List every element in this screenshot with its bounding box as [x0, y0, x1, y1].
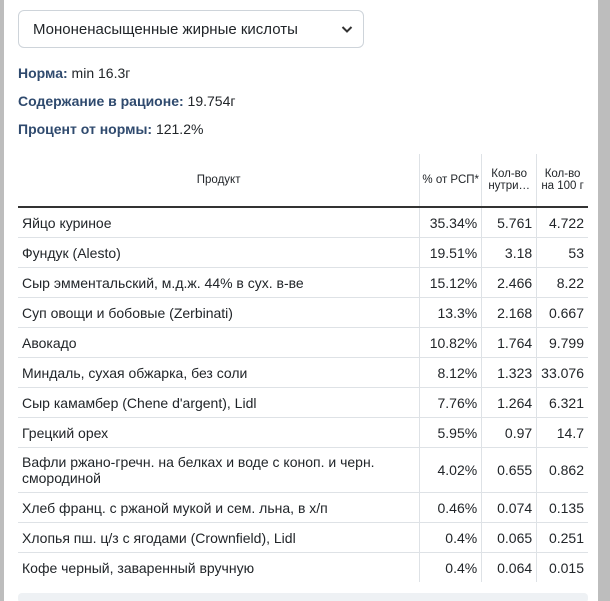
cell-per100: 0.667 [537, 298, 588, 328]
cell-product: Хлеб франц. с ржаной мукой и сем. льна, в х/п [18, 493, 420, 523]
nutrient-select[interactable] [18, 10, 364, 48]
table-row [18, 523, 588, 553]
content-line [18, 93, 235, 109]
cell-amount: 3.18 [482, 238, 537, 268]
percent-line [18, 121, 203, 137]
cell-percent: 15.12% [420, 268, 482, 298]
table-row [18, 207, 588, 238]
cell-product: Сыр эмментальский, м.д.ж. 44% в сух. в-ве [18, 268, 420, 298]
table-row [18, 418, 588, 448]
cell-amount: 0.065 [482, 523, 537, 553]
cell-amount: 0.97 [482, 418, 537, 448]
cell-per100: 0.862 [537, 448, 588, 493]
cell-percent: 19.51% [420, 238, 482, 268]
cell-product: Сыр камамбер (Chene d'argent), Lidl [18, 388, 420, 418]
cell-per100: 0.251 [537, 523, 588, 553]
nutrient-select-value: Мононенасыщенные жирные кислоты [33, 20, 298, 38]
cell-amount: 1.264 [482, 388, 537, 418]
cell-product: Грецкий орех [18, 418, 420, 448]
cell-amount: 2.168 [482, 298, 537, 328]
cell-amount: 0.074 [482, 493, 537, 523]
cell-per100: 6.321 [537, 388, 588, 418]
cell-percent: 0.4% [420, 523, 482, 553]
cell-product: Яйцо куриное [18, 207, 420, 238]
products-table [18, 154, 588, 582]
cell-product: Фундук (Alesto) [18, 238, 420, 268]
content-value: 19.754г [187, 93, 236, 109]
cell-amount: 1.764 [482, 328, 537, 358]
table-row [18, 328, 588, 358]
header-percent[interactable]: % от РСП* [420, 154, 482, 207]
cell-product: Хлопья пш. ц/з с ягодами (Crownfield), Lidl [18, 523, 420, 553]
table-row [18, 448, 588, 493]
header-amount[interactable]: Кол-во нутри… [482, 154, 537, 207]
table-row [18, 268, 588, 298]
cell-amount: 0.655 [482, 448, 537, 493]
percent-label: Процент от нормы: [18, 121, 153, 137]
norm-value: min 16.3г [71, 65, 131, 81]
percent-value: 121.2% [155, 121, 204, 137]
cell-percent: 7.76% [420, 388, 482, 418]
cell-product: Вафли ржано-гречн. на белках и воде с коноп. и черн. смородиной [18, 448, 420, 493]
cell-per100: 53 [537, 238, 588, 268]
table-header-row [18, 154, 588, 207]
cell-per100: 4.722 [537, 207, 588, 238]
cell-per100: 9.799 [537, 328, 588, 358]
header-per100[interactable]: Кол-во на 100 г [537, 154, 588, 207]
table-row [18, 358, 588, 388]
table-row [18, 238, 588, 268]
table-row [18, 298, 588, 328]
norm-label: Норма: [18, 65, 68, 81]
cell-product: Миндаль, сухая обжарка, без соли [18, 358, 420, 388]
cell-percent: 35.34% [420, 207, 482, 238]
cell-percent: 13.3% [420, 298, 482, 328]
cell-amount: 2.466 [482, 268, 537, 298]
table-row [18, 493, 588, 523]
cell-percent: 5.95% [420, 418, 482, 448]
cell-percent: 8.12% [420, 358, 482, 388]
table-row [18, 553, 588, 583]
cell-per100: 0.015 [537, 553, 588, 583]
footer-bar [18, 593, 588, 601]
cell-amount: 1.323 [482, 358, 537, 388]
norm-line [18, 65, 130, 81]
chevron-down-icon [341, 23, 353, 35]
cell-percent: 10.82% [420, 328, 482, 358]
table-row [18, 388, 588, 418]
cell-percent: 0.4% [420, 553, 482, 583]
cell-percent: 0.46% [420, 493, 482, 523]
cell-product: Суп овощи и бобовые (Zerbinati) [18, 298, 420, 328]
cell-per100: 8.22 [537, 268, 588, 298]
cell-per100: 0.135 [537, 493, 588, 523]
cell-amount: 5.761 [482, 207, 537, 238]
header-product[interactable]: Продукт [18, 154, 420, 207]
content-label: Содержание в рационе: [18, 93, 184, 109]
cell-product: Авокадо [18, 328, 420, 358]
nutrient-panel [4, 0, 598, 601]
cell-per100: 14.7 [537, 418, 588, 448]
cell-product: Кофе черный, заваренный вручную [18, 553, 420, 583]
cell-per100: 33.076 [537, 358, 588, 388]
cell-amount: 0.064 [482, 553, 537, 583]
cell-percent: 4.02% [420, 448, 482, 493]
